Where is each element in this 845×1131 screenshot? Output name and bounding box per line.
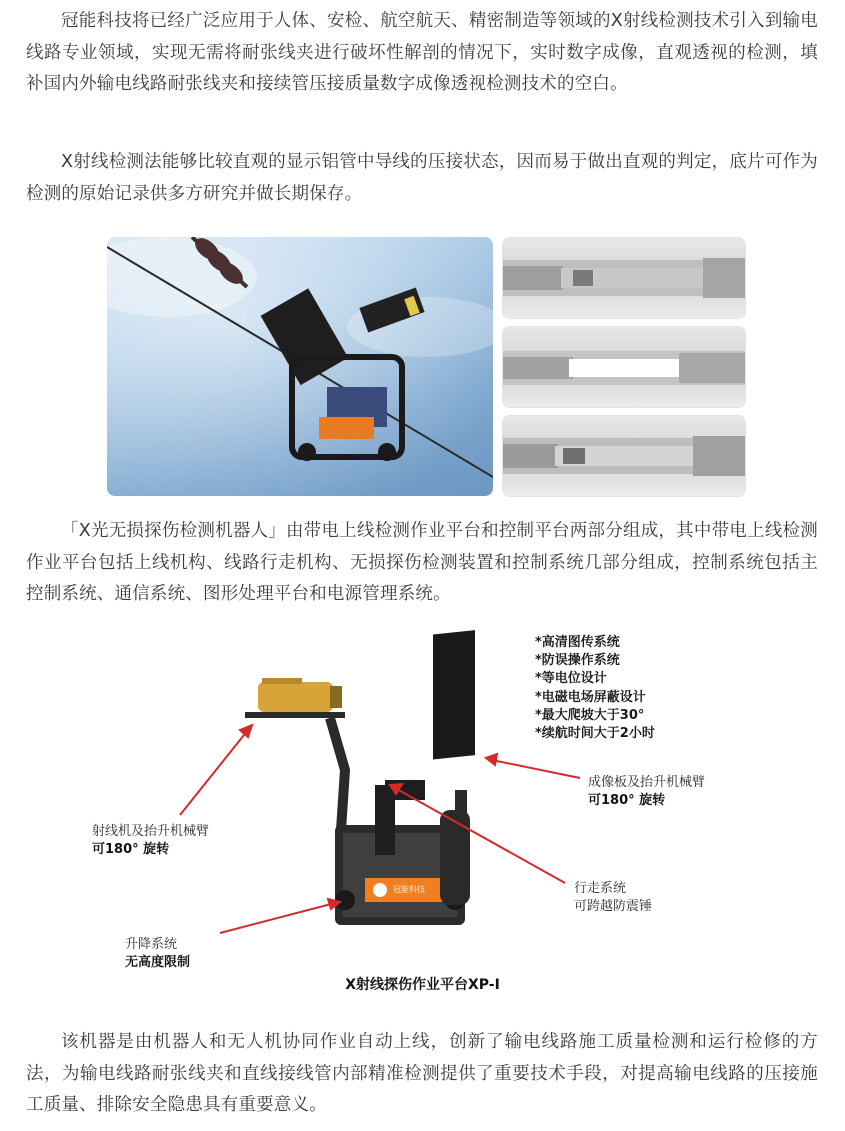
spec-item: *最大爬坡大于30°: [535, 707, 645, 723]
spec-list: [535, 634, 655, 743]
callout-panel-label: 成像板及抬升机械臂: [588, 775, 706, 790]
xray-emitter-icon: [245, 678, 345, 718]
diagram-caption: X射线探伤作业平台XP-Ⅰ: [345, 977, 500, 993]
platform-body-icon: [335, 780, 470, 925]
xray-method-paragraph: X射线检测法能够比较直观的显示铝管中导线的压接状态，因而易于做出直观的判定，底片可作为检测的原始记录供多方研究并做长期保存。: [26, 152, 818, 204]
spec-item: *续航时间大于2小时: [535, 726, 655, 742]
callout-walk-detail: 可跨越防震锤: [574, 899, 653, 914]
callout-panel: [588, 774, 705, 810]
spec-item: *防误操作系统: [535, 653, 620, 669]
callout-walk-label: 行走系统: [574, 881, 627, 896]
xray-image-2: [502, 326, 746, 408]
spec-item: *高清图传系统: [535, 635, 620, 650]
callout-lift-detail: 无高度限制: [125, 955, 191, 970]
xray-image-3: [502, 415, 746, 497]
conclusion-paragraph: 该机器是由机器人和无人机协同作业自动上线，创新了输电线路施工质量检测和运行检修的方法，为输电线路耐张线夹和直线接线管内部精准检测提供了重要技术手段，对提高输电线路的压接施工质量、排除安全隐患具有重要意义。: [26, 1032, 818, 1115]
spec-item: *电磁电场屏蔽设计: [535, 689, 646, 705]
robot-on-line-photo: [107, 237, 493, 496]
callout-lift: [125, 936, 190, 972]
callout-lift-label: 升降系统: [125, 937, 178, 952]
brand-label: 冠能科技: [393, 885, 425, 894]
callout-panel-detail: 可180° 旋转: [588, 793, 666, 808]
spec-item: *等电位设计: [535, 671, 607, 687]
callout-emitter-detail: 可180° 旋转: [92, 842, 170, 857]
callout-walk: [574, 880, 652, 916]
xray-image-1: [502, 237, 746, 319]
callout-emitter: [92, 823, 209, 859]
intro-paragraph: 冠能科技将已经广泛应用于人体、安检、航空航天、精密制造等领域的X射线检测技术引入到输电线路专业领域，实现无需将耐张线夹进行破坏性解剖的情况下，实时数字成像，直观透视的检测，填补国内外输电线路耐张线夹和接续管压接质量数字成像透视检测技术的空白。: [26, 11, 818, 94]
robot-composition-paragraph: 「X光无损探伤检测机器人」由带电上线检测作业平台和控制平台两部分组成，其中带电上线检测作业平台包括上线机构、线路行走机构、无损探伤检测装置和控制系统几部分组成，控制系统包括主控制系统、通信系统、图形处理平台和电源管理系统。: [26, 521, 818, 604]
robot-photo-illustration: [107, 237, 493, 496]
callout-emitter-label: 射线机及抬升机械臂: [92, 824, 210, 839]
